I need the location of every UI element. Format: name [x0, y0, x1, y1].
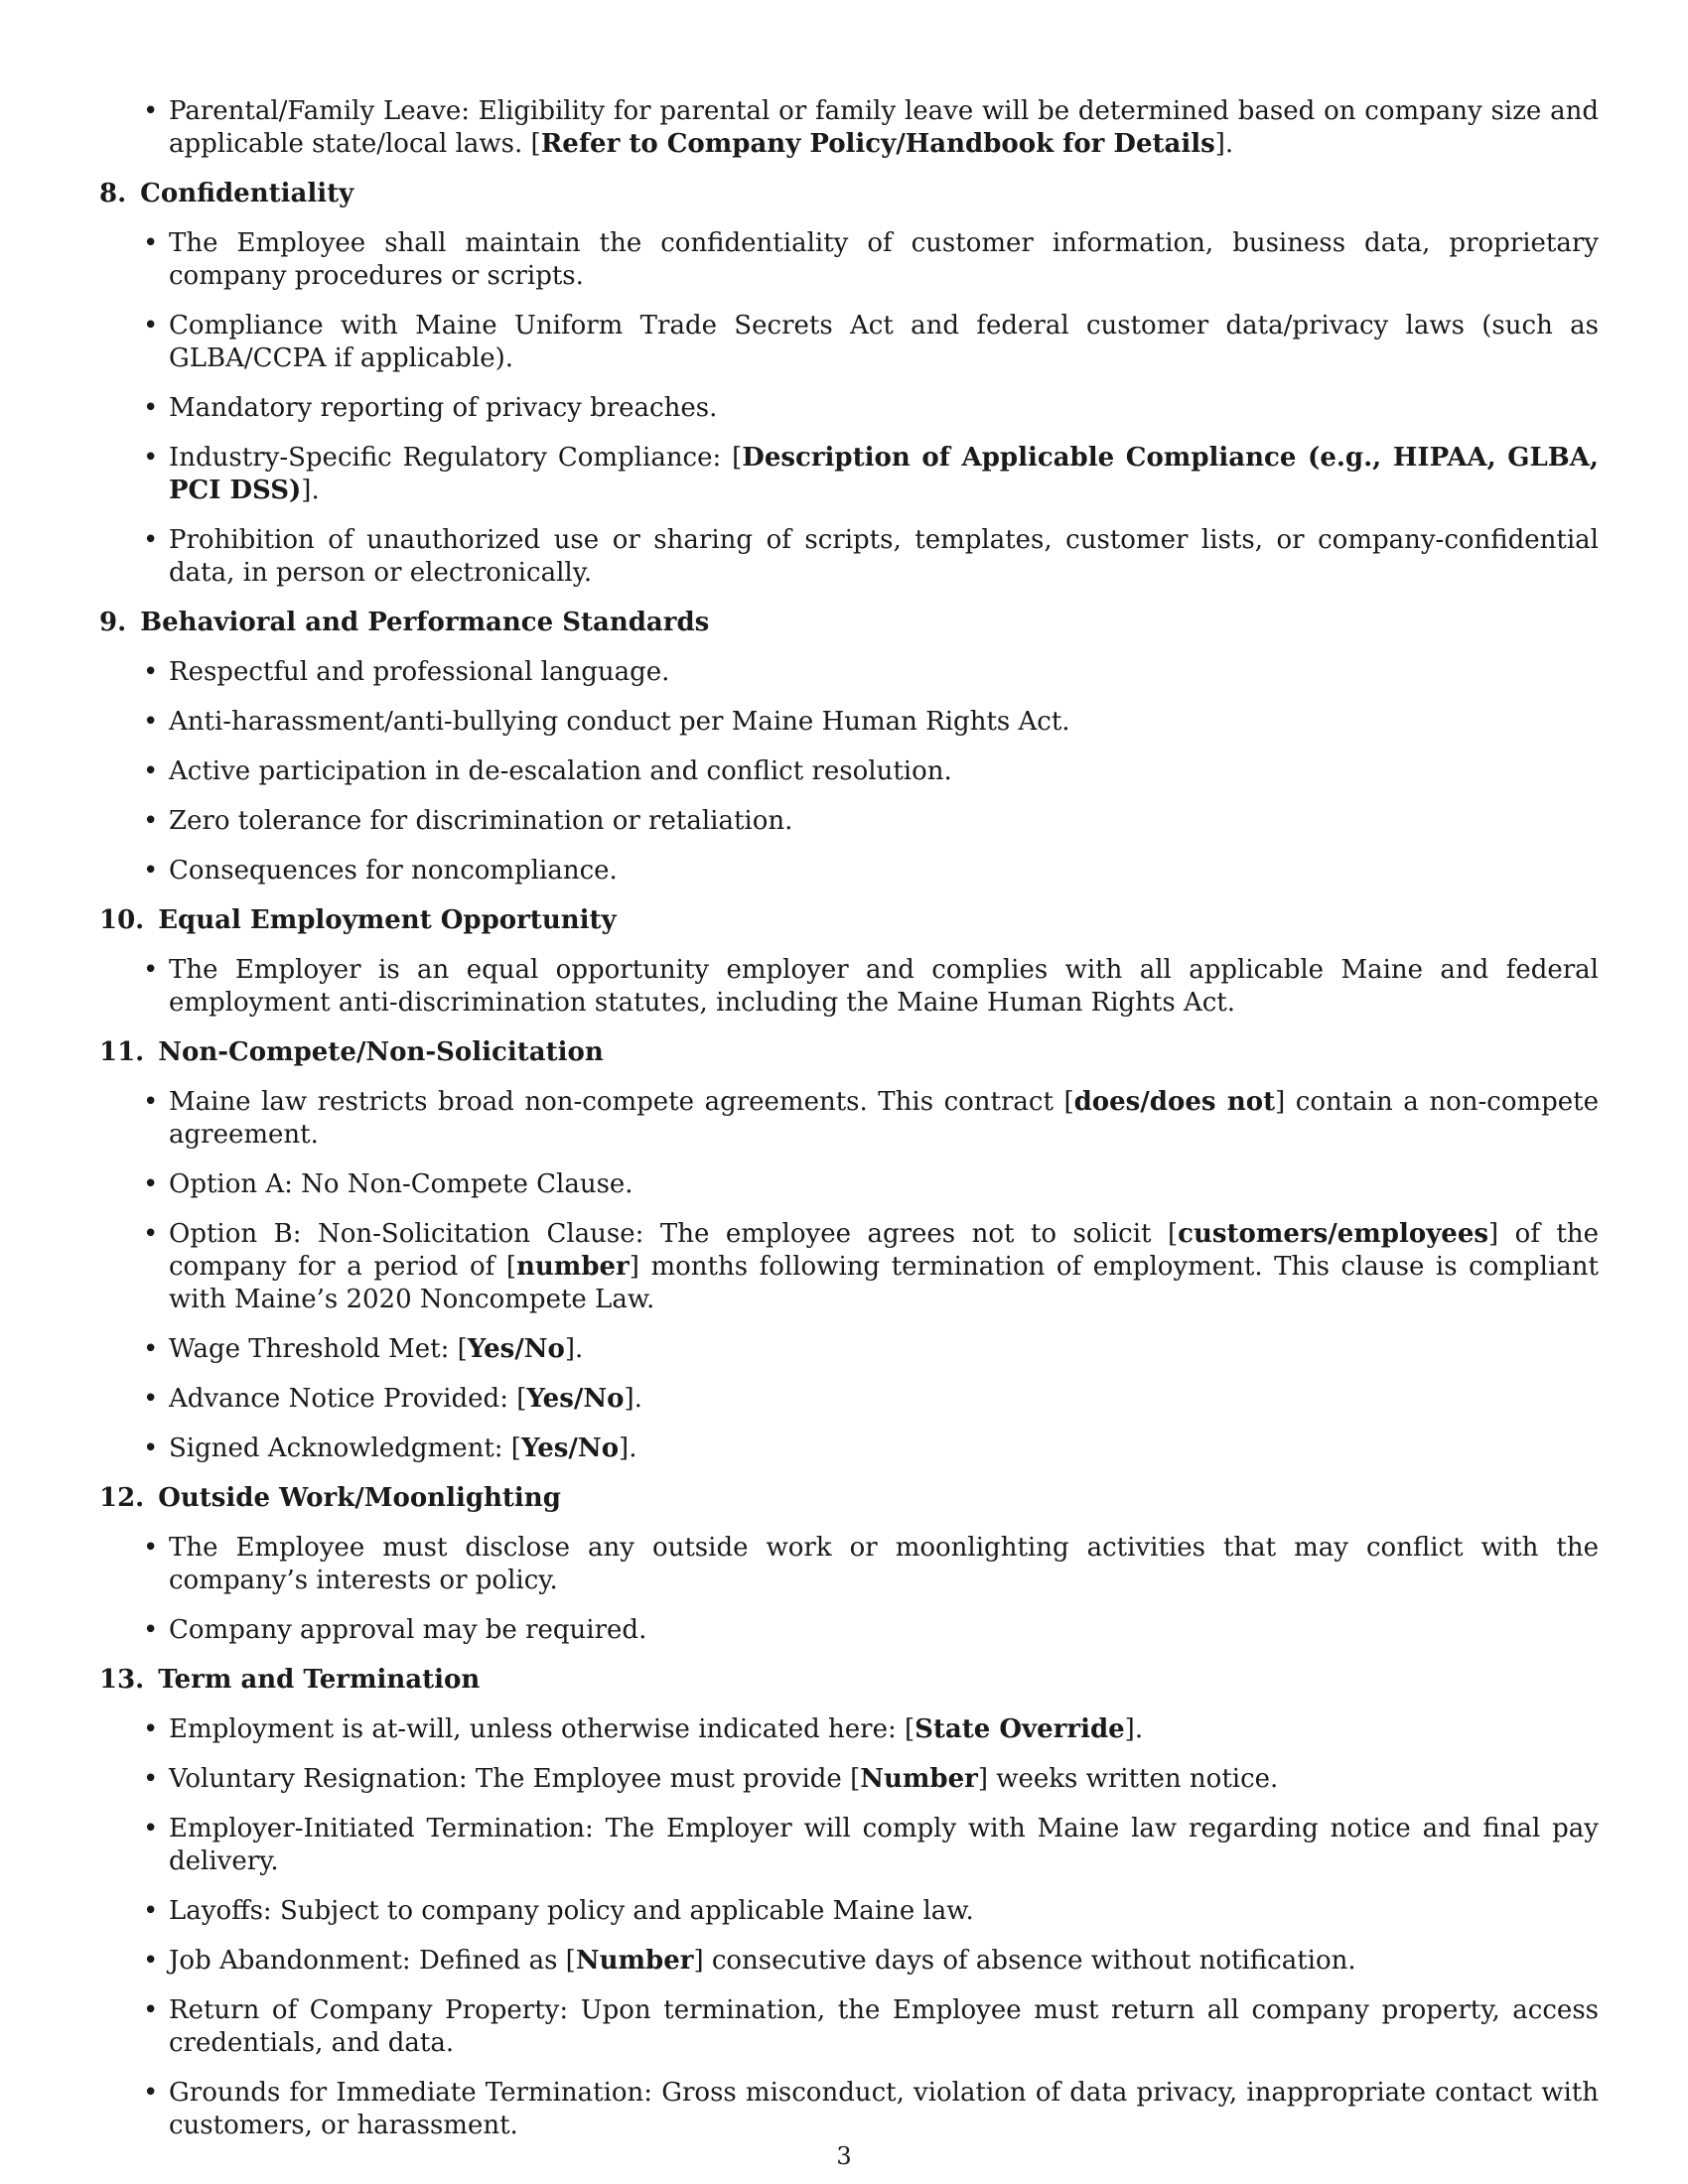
- bullet-item: [99, 1086, 1599, 1152]
- bullet-text: Industry-Specific Regulatory Compliance: [: [169, 443, 743, 473]
- bullet-text: ] consecutive days of absence without notification.: [693, 1946, 1356, 1976]
- bullet-text: Advance Notice Provided: [: [169, 1384, 527, 1414]
- section-heading: [99, 1036, 1599, 1069]
- bullet-item: [99, 442, 1599, 507]
- bullet-text: Job Abandonment: Defined as [: [169, 1946, 576, 1976]
- section-title: Behavioral and Performance Standards: [140, 608, 710, 637]
- bullet-text: ].: [624, 1384, 642, 1414]
- bullet-list: [99, 227, 1599, 590]
- bullet-text: ] months following termination of employment. This clause is compliant with Maine’s 2020 Noncompete Law.: [169, 1252, 1599, 1314]
- bold-placeholder-text: customers/employees: [1178, 1219, 1489, 1249]
- bullet-text: Prohibition of unauthorized use or sharing of scripts, templates, customer lists, or company-confidential data, in person or electronically.: [169, 525, 1599, 588]
- bullet-item: [99, 392, 1599, 425]
- bullet-text: ].: [1214, 129, 1234, 159]
- bullet-item: [99, 1168, 1599, 1201]
- bullet-item: [99, 706, 1599, 739]
- bullet-text: Respectful and professional language.: [169, 657, 670, 687]
- section-number: 11.: [99, 1037, 145, 1067]
- bullet-item: [99, 1532, 1599, 1597]
- bullet-list: [99, 1086, 1599, 1465]
- bullet-text: Zero tolerance for discrimination or retaliation.: [169, 806, 793, 836]
- bullet-text: The Employee must disclose any outside work or moonlighting activities that may conflict with the company’s interests or policy.: [169, 1533, 1599, 1595]
- bullet-text: Layoffs: Subject to company policy and applicable Maine law.: [169, 1896, 974, 1926]
- bold-placeholder-text: Number: [860, 1764, 978, 1794]
- bullet-text: Maine law restricts broad non-compete agreements. This contract [: [169, 1087, 1074, 1117]
- section-heading: [99, 607, 1599, 639]
- section-13: [99, 1664, 1599, 2142]
- section-number: 12.: [99, 1483, 145, 1513]
- section-heading: [99, 1482, 1599, 1515]
- bullet-item: [99, 1763, 1599, 1796]
- bullet-list: [99, 1532, 1599, 1647]
- bullet-item: [99, 524, 1599, 590]
- bullet-item: [99, 805, 1599, 838]
- bullet-text: Option A: No Non-Compete Clause.: [169, 1169, 633, 1199]
- bullet-list: [99, 954, 1599, 1020]
- bullet-item: [99, 1614, 1599, 1647]
- section-title: Confidentiality: [140, 179, 354, 208]
- bold-placeholder-text: Yes/No: [467, 1334, 565, 1364]
- bullet-item: [99, 954, 1599, 1020]
- bullet-text: The Employer is an equal opportunity employer and complies with all applicable Maine and federal employment anti-discrimination statutes, including the Maine Human Rights Act.: [169, 955, 1599, 1018]
- bullet-item: [99, 1945, 1599, 1978]
- bullet-item: [99, 1383, 1599, 1416]
- bold-placeholder-text: Yes/No: [526, 1384, 625, 1414]
- section-number: 9.: [99, 608, 127, 637]
- bullet-text: Compliance with Maine Uniform Trade Secrets Act and federal customer data/privacy laws (such as GLBA/CCPA if applicable).: [169, 311, 1599, 373]
- bullet-text: Signed Acknowledgment: [: [169, 1433, 521, 1463]
- bullet-item: [99, 1433, 1599, 1465]
- bullet-item: [99, 1895, 1599, 1928]
- bullet-item: [99, 855, 1599, 887]
- section-heading: [99, 178, 1599, 210]
- bullet-text: ].: [564, 1334, 584, 1364]
- section-title: Term and Termination: [158, 1665, 481, 1695]
- bullet-item: [99, 1333, 1599, 1366]
- bullet-item: [99, 656, 1599, 689]
- bullet-item: [99, 755, 1599, 788]
- bullet-text: ] of the company for a period of [: [169, 1219, 1600, 1282]
- bullet-item: [99, 1994, 1599, 2060]
- bullet-item: [99, 2077, 1599, 2142]
- section-10: [99, 904, 1599, 1020]
- section-11: [99, 1036, 1599, 1465]
- bold-placeholder-text: Refer to Company Policy/Handbook for Details: [540, 129, 1215, 159]
- section-title: Outside Work/Moonlighting: [158, 1483, 561, 1513]
- bullet-text: Company approval may be required.: [169, 1615, 647, 1645]
- section-number: 13.: [99, 1665, 145, 1695]
- bullet-text: ] weeks written notice.: [977, 1764, 1279, 1794]
- bullet-text: Mandatory reporting of privacy breaches.: [169, 393, 718, 423]
- bullet-item: [99, 310, 1599, 375]
- bullet-text: ].: [1124, 1714, 1144, 1744]
- section-heading: [99, 1664, 1599, 1697]
- bullet-text: Voluntary Resignation: The Employee must provide [: [169, 1764, 861, 1794]
- bullet-text: Consequences for noncompliance.: [169, 856, 618, 886]
- bullet-list: [99, 656, 1599, 887]
- section-number: 10.: [99, 905, 145, 935]
- bold-placeholder-text: State Override: [914, 1714, 1125, 1744]
- section-12: [99, 1482, 1599, 1647]
- bullet-item: [99, 95, 1599, 161]
- bullet-text: Employment is at-will, unless otherwise indicated here: [: [169, 1714, 915, 1744]
- bullet-item: [99, 1813, 1599, 1878]
- section-number: 8.: [99, 179, 127, 208]
- section-title: Non-Compete/Non-Solicitation: [158, 1037, 604, 1067]
- section-9: [99, 607, 1599, 887]
- bullet-text: Active participation in de-escalation and conflict resolution.: [169, 756, 952, 786]
- sections-container: [99, 178, 1599, 2142]
- bullet-text: Employer-Initiated Termination: The Employer will comply with Maine law regarding notice and final pay delivery.: [169, 1814, 1599, 1876]
- bold-placeholder-text: Yes/No: [520, 1433, 620, 1463]
- bullet-text: Grounds for Immediate Termination: Gross misconduct, violation of data privacy, inappropriate contact with customers, or harassment.: [169, 2078, 1599, 2140]
- bullet-text: The Employee shall maintain the confidentiality of customer information, business data, proprietary company procedures or scripts.: [169, 228, 1599, 291]
- bullet-text: Option B: Non-Solicitation Clause: The employee agrees not to solicit [: [169, 1219, 1179, 1249]
- section-title: Equal Employment Opportunity: [158, 905, 617, 935]
- bullet-item: [99, 1713, 1599, 1746]
- page-number: 3: [836, 2142, 852, 2170]
- bullet-text: Anti-harassment/anti-bullying conduct per Maine Human Rights Act.: [169, 707, 1070, 737]
- intro-bullet-list: [99, 95, 1599, 161]
- bullet-text: ] contain a non-compete agreement.: [169, 1087, 1599, 1150]
- document-page: [99, 95, 1599, 2159]
- bold-placeholder-text: number: [516, 1252, 630, 1282]
- bold-placeholder-text: Description of Applicable Compliance (e.g., HIPAA, GLBA, PCI DSS): [169, 443, 1599, 505]
- bullet-text: Parental/Family Leave: Eligibility for parental or family leave will be determined based on company size and applicable state/local laws. [: [169, 96, 1599, 159]
- bold-placeholder-text: Number: [575, 1946, 694, 1976]
- bullet-item: [99, 227, 1599, 293]
- bullet-text: Return of Company Property: Upon termination, the Employee must return all company property, access credentials, and data.: [169, 1995, 1599, 2058]
- bullet-list: [99, 1713, 1599, 2142]
- bullet-text: Wage Threshold Met: [: [169, 1334, 468, 1364]
- bullet-text: ].: [619, 1433, 637, 1463]
- bold-placeholder-text: does/does not: [1073, 1087, 1276, 1117]
- bullet-item: [99, 1218, 1599, 1316]
- section-heading: [99, 904, 1599, 937]
- bullet-text: ].: [301, 476, 320, 505]
- section-8: [99, 178, 1599, 590]
